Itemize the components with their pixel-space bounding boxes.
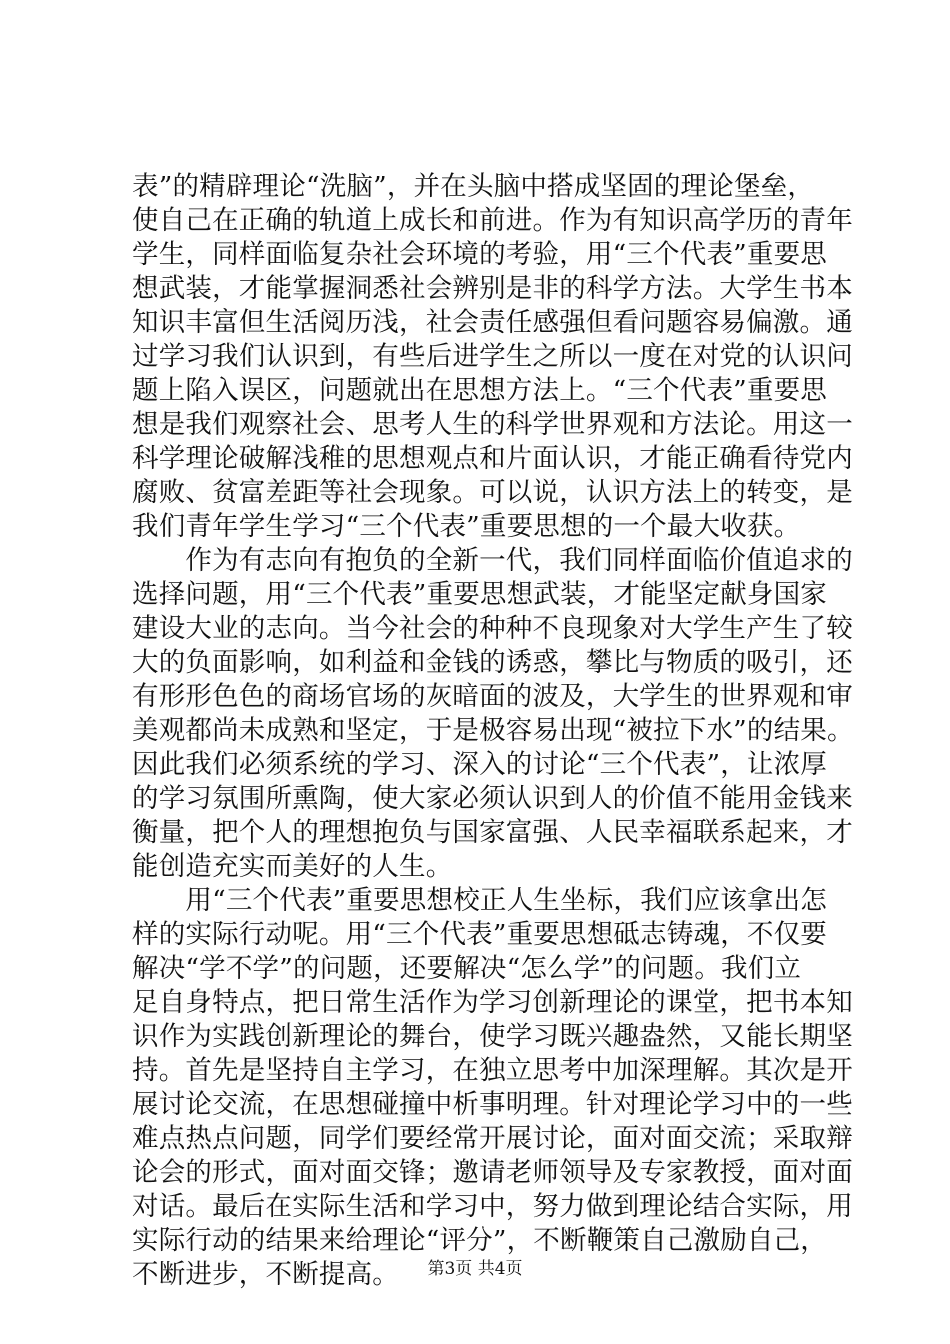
- text-line: 题上陷入误区，问题就出在思想方法上。“三个代表”重要思: [132, 375, 827, 406]
- text-line: 有形形色色的商场官场的灰暗面的波及，大学生的世界观和审: [132, 681, 853, 712]
- text-line: 知识丰富但生活阅历浅，社会责任感强但看问题容易偏激。通: [132, 307, 853, 338]
- text-line: 使自己在正确的轨道上成长和前进。作为有知识高学历的青年: [132, 205, 853, 236]
- page-footer: 第3页 共4页: [427, 1259, 523, 1279]
- text-line: 解决“学不学”的问题，还要解决“怎么学”的问题。我们立: [132, 953, 802, 984]
- text-line: 用“三个代表”重要思想校正人生坐标，我们应该拿出怎: [132, 885, 827, 916]
- text-line: 能创造充实而美好的人生。: [132, 851, 453, 882]
- text-line: 论会的形式，面对面交锋；邀请老师领导及专家教授，面对面: [132, 1157, 853, 1188]
- text-line: 表”的精辟理论“洗脑”，并在头脑中搭成坚固的理论堡垒，: [132, 171, 815, 202]
- text-line: 衡量，把个人的理想抱负与国家富强、人民幸福联系起来，才: [132, 817, 853, 848]
- text-line: 因此我们必须系统的学习、深入的讨论“三个代表”，让浓厚: [132, 749, 827, 780]
- text-line: 实际行动的结果来给理论“评分”，不断鞭策自己激励自己，: [132, 1225, 827, 1256]
- text-line: 我们青年学生学习“三个代表”重要思想的一个最大收获。: [132, 511, 801, 542]
- text-line: 展讨论交流，在思想碰撞中析事明理。针对理论学习中的一些: [132, 1089, 853, 1120]
- paragraph: [132, 170, 852, 544]
- text-line: 选择问题，用“三个代表”重要思想武装，才能坚定献身国家: [132, 579, 827, 610]
- text-line: 大的负面影响，如利益和金钱的诱惑，攀比与物质的吸引，还: [132, 647, 853, 678]
- document-body: [132, 170, 852, 1292]
- text-line: 不断进步，不断提高。: [132, 1259, 399, 1290]
- text-line: 作为有志向有抱负的全新一代，我们同样面临价值追求的: [132, 545, 853, 576]
- paragraph: [132, 884, 852, 1292]
- text-line: 样的实际行动呢。用“三个代表”重要思想砥志铸魂，不仅要: [132, 919, 827, 950]
- text-line: 识作为实践创新理论的舞台，使学习既兴趣盎然，又能长期坚: [132, 1021, 853, 1052]
- text-line: 想是我们观察社会、思考人生的科学世界观和方法论。用这一: [132, 409, 853, 440]
- text-line: 的学习氛围所熏陶，使大家必须认识到人的价值不能用金钱来: [132, 783, 853, 814]
- text-line: 足自身特点，把日常生活作为学习创新理论的课堂，把书本知: [132, 987, 853, 1018]
- text-line: 过学习我们认识到，有些后进学生之所以一度在对党的认识问: [132, 341, 853, 372]
- text-line: 对话。最后在实际生活和学习中，努力做到理论结合实际，用: [132, 1191, 853, 1222]
- text-line: 学生，同样面临复杂社会环境的考验，用“三个代表”重要思: [132, 239, 827, 270]
- text-line: 美观都尚未成熟和坚定，于是极容易出现“被拉下水”的结果。: [132, 715, 854, 746]
- text-line: 科学理论破解浅稚的思想观点和片面认识，才能正确看待党内: [132, 443, 853, 474]
- text-line: 难点热点问题，同学们要经常开展讨论，面对面交流；采取辩: [132, 1123, 853, 1154]
- text-line: 持。首先是坚持自主学习，在独立思考中加深理解。其次是开: [132, 1055, 853, 1086]
- text-line: 腐败、贫富差距等社会现象。可以说，认识方法上的转变，是: [132, 477, 853, 508]
- paragraph: [132, 544, 852, 884]
- text-line: 想武装，才能掌握洞悉社会辨别是非的科学方法。大学生书本: [132, 273, 853, 304]
- text-line: 建设大业的志向。当今社会的种种不良现象对大学生产生了较: [132, 613, 853, 644]
